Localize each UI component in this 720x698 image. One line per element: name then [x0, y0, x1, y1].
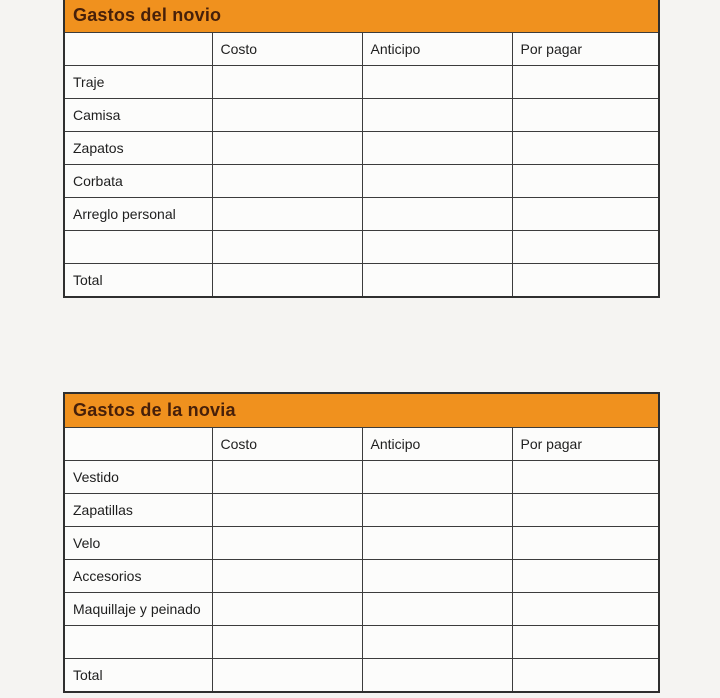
- table-row: [64, 461, 659, 494]
- value-cell: [512, 461, 659, 494]
- column-header-por-pagar: Por pagar: [512, 428, 659, 461]
- table-row: [64, 659, 659, 693]
- row-label: [64, 626, 212, 659]
- table-row: [64, 99, 659, 132]
- value-cell: [512, 626, 659, 659]
- row-label: [64, 231, 212, 264]
- table-row: [64, 231, 659, 264]
- value-cell: [512, 198, 659, 231]
- value-cell: [212, 527, 362, 560]
- value-cell: [362, 494, 512, 527]
- table-row: [64, 66, 659, 99]
- table-row: [64, 494, 659, 527]
- value-cell: [362, 527, 512, 560]
- table-title-groom: Gastos del novio: [64, 0, 659, 33]
- value-cell: [212, 231, 362, 264]
- value-cell: [362, 165, 512, 198]
- value-cell: [212, 626, 362, 659]
- value-cell: [362, 593, 512, 626]
- value-cell: [362, 99, 512, 132]
- row-label: Accesorios: [64, 560, 212, 593]
- value-cell: [212, 494, 362, 527]
- value-cell: [212, 560, 362, 593]
- value-cell: [362, 626, 512, 659]
- value-cell: [212, 198, 362, 231]
- row-label: Zapatos: [64, 132, 212, 165]
- value-cell: [512, 593, 659, 626]
- value-cell: [512, 494, 659, 527]
- value-cell: [212, 99, 362, 132]
- row-label: Corbata: [64, 165, 212, 198]
- value-cell: [512, 659, 659, 693]
- row-label: Total: [64, 264, 212, 298]
- value-cell: [212, 593, 362, 626]
- value-cell: [512, 99, 659, 132]
- value-cell: [212, 132, 362, 165]
- value-cell: [362, 659, 512, 693]
- value-cell: [512, 165, 659, 198]
- expense-table-groom: [63, 0, 660, 298]
- table-row: [64, 132, 659, 165]
- table-row: [64, 165, 659, 198]
- row-label: Traje: [64, 66, 212, 99]
- column-header-costo: Costo: [212, 33, 362, 66]
- table-row: [64, 560, 659, 593]
- row-label: Velo: [64, 527, 212, 560]
- column-header-anticipo: Anticipo: [362, 33, 512, 66]
- column-header-row: [64, 33, 659, 66]
- value-cell: [362, 132, 512, 165]
- title-row: [64, 0, 659, 33]
- column-header-row: [64, 428, 659, 461]
- value-cell: [362, 264, 512, 298]
- table-row: [64, 626, 659, 659]
- value-cell: [512, 132, 659, 165]
- row-label: Arreglo personal: [64, 198, 212, 231]
- value-cell: [512, 527, 659, 560]
- title-row: [64, 393, 659, 428]
- value-cell: [512, 66, 659, 99]
- value-cell: [212, 264, 362, 298]
- column-header-por-pagar: Por pagar: [512, 33, 659, 66]
- row-label: Total: [64, 659, 212, 693]
- expense-table-bride: [63, 392, 660, 693]
- value-cell: [212, 461, 362, 494]
- row-label: Vestido: [64, 461, 212, 494]
- value-cell: [362, 66, 512, 99]
- value-cell: [362, 461, 512, 494]
- value-cell: [362, 560, 512, 593]
- value-cell: [512, 231, 659, 264]
- column-header-blank: [64, 33, 212, 66]
- table-row: [64, 593, 659, 626]
- table-row: [64, 264, 659, 298]
- value-cell: [512, 560, 659, 593]
- value-cell: [512, 264, 659, 298]
- value-cell: [212, 66, 362, 99]
- table-row: [64, 527, 659, 560]
- value-cell: [362, 231, 512, 264]
- column-header-anticipo: Anticipo: [362, 428, 512, 461]
- value-cell: [212, 659, 362, 693]
- column-header-costo: Costo: [212, 428, 362, 461]
- value-cell: [212, 165, 362, 198]
- row-label: Zapatillas: [64, 494, 212, 527]
- row-label: Camisa: [64, 99, 212, 132]
- table-title-bride: Gastos de la novia: [64, 393, 659, 428]
- value-cell: [362, 198, 512, 231]
- row-label: Maquillaje y peinado: [64, 593, 212, 626]
- column-header-blank: [64, 428, 212, 461]
- table-row: [64, 198, 659, 231]
